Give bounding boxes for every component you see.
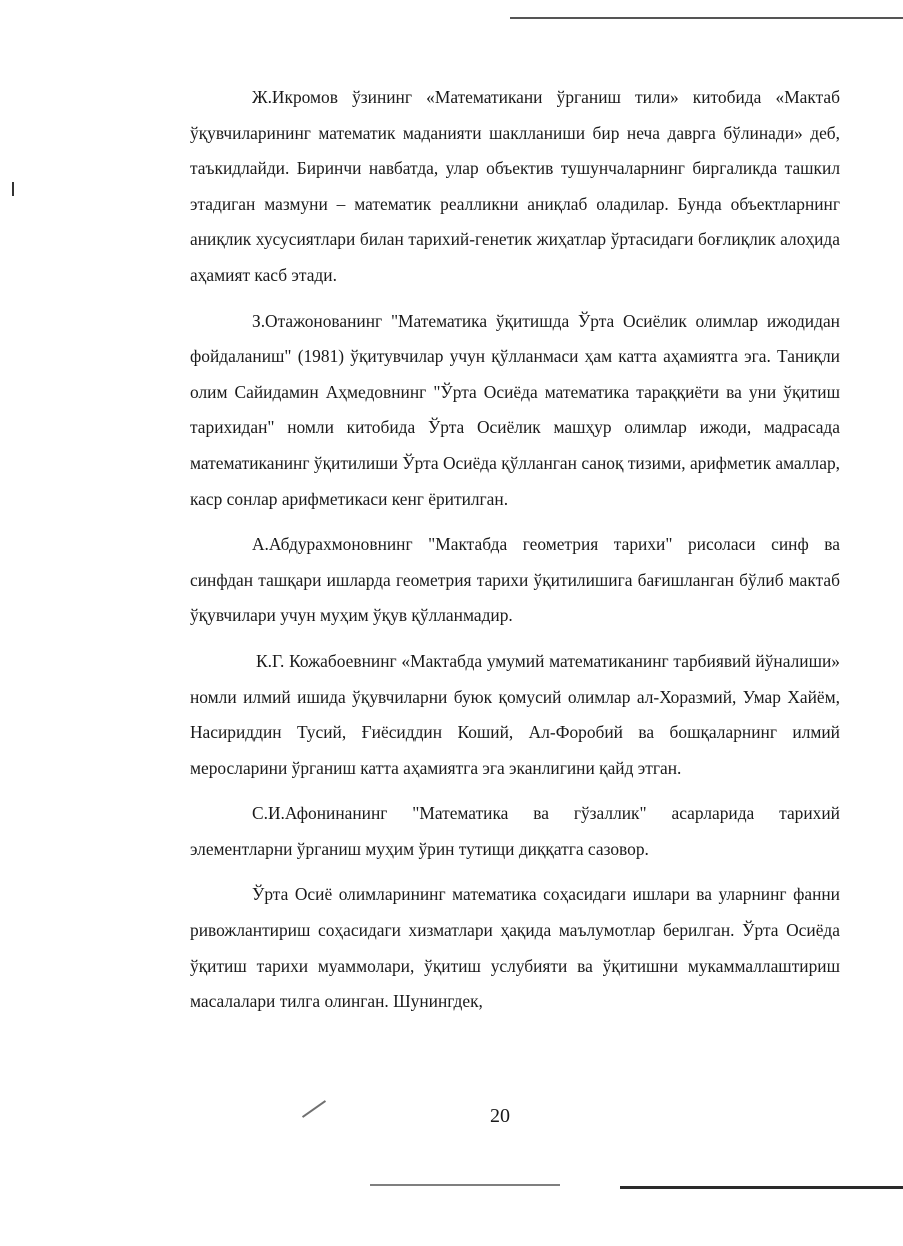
- paragraph-6: Ўрта Осиё олимларининг математика соҳасидаги ишлари ва уларнинг фанни ривожлантириш соҳасидаги хизматлари ҳақида маълумотлар берилган. Ўрта Осиёда ўқитиш тарихи муаммолари, ўқитиш услубияти ва ўқитишни мукаммаллаштириш масалалари тилга олинган. Шунингдек,: [190, 884, 840, 1012]
- page-number: 20: [490, 1105, 510, 1127]
- paragraph-5: С.И.Афонинанинг "Математика ва гўзаллик" асарларида тарихий элементларни ўрганиш муҳим ўрин тутищи диққатга сазовор.: [190, 803, 840, 859]
- document-body: [190, 80, 840, 1030]
- scan-top-rule: [510, 17, 903, 19]
- paragraph-3: А.Абдурахмоновнинг "Мактабда геометрия тарихи" рисоласи синф ва синфдан ташқари ишларда геометрия тарихи ўқитилишига бағишланган бўлиб мактаб ўқувчилари учун муҳим ўқув қўлланмадир.: [190, 534, 840, 626]
- scan-left-mark: [12, 182, 14, 196]
- paragraph-1: Ж.Икромов ўзининг «Математикани ўрганиш тили» китобида «Мактаб ўқувчиларининг математик маданияти шаклланиши бир неча даврга бўлинади» деб, таъкидлайди. Биринчи навбатда, улар объектив тушунчаларнинг биргаликда ташкил этадиган мазмуни – математик реалликни аниқлаб оладилар. Бунда объектларнинг аниқлик хусусиятлари билан тарихий-генетик жиҳатлар ўртасидаги боғлиқлик алоҳида аҳамият касб этади.: [190, 87, 840, 285]
- scan-pen-stroke: [302, 1100, 326, 1118]
- scan-bottom-rule: [620, 1186, 903, 1189]
- paragraph-2: З.Отажонованинг "Математика ўқитишда Ўрта Осиёлик олимлар ижодидан фойдаланиш" (1981) ўқитувчилар учун қўлланмаси ҳам катта аҳамиятга эга. Таниқли олим Сайидамин Аҳмедовнинг "Ўрта Осиёда математика тараққиёти ва уни ўқитиш тарихидан" номли китобида Ўрта Осиёлик машҳур олимлар ижоди, мадрасада математиканинг ўқитилиши Ўрта Осиёда қўлланган саноқ тизими, арифметик амаллар, каср сонлар арифметикаси кенг ёритилган.: [190, 310, 840, 509]
- paragraph-4: К.Г. Кожабоевнинг «Мактабда умумий математиканинг тарбиявий йўналиши» номли илмий ишида ўқувчиларни буюк қомусий олимлар ал-Хоразмий, Умар Хайём, Насириддин Тусий, Ғиёсиддин Коший, Ал-Форобий ва бошқаларнинг илмий меросларини ўрганиш катта аҳамиятга эга эканлигини қайд этган.: [190, 650, 840, 778]
- scan-bottom-dashes: [370, 1184, 560, 1186]
